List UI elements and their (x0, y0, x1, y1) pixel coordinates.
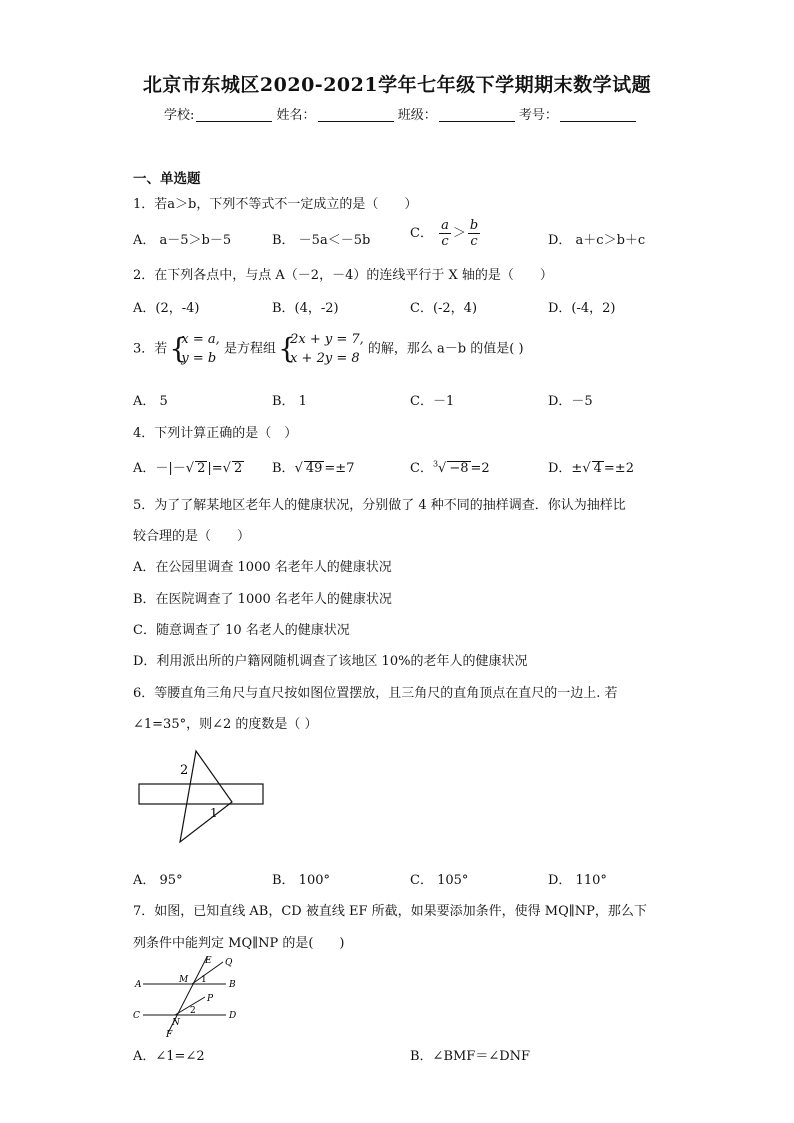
label-B: B (229, 980, 236, 990)
q3-middle: 是方程组 (223, 341, 276, 357)
class-label: 班级： (397, 108, 437, 123)
exam-no-blank[interactable] (560, 107, 636, 122)
q3-option-b[interactable]: B． 1 (272, 394, 307, 409)
section-title: 一、单选题 (133, 171, 201, 187)
q1-stem: 1．若a＞b，下列不等式不一定成立的是（ ） (133, 197, 418, 212)
q5-stem-line-1: 5．为了了解某地区老年人的健康状况，分别做了 4 种不同的抽样调查．你认为抽样比 (133, 498, 626, 513)
name-label: 姓名： (276, 108, 316, 123)
angle-1-label: 1 (210, 806, 218, 820)
label-P: P (207, 994, 214, 1004)
q4-option-a[interactable]: A．－|－√ 2 |=√ 2 (133, 461, 243, 476)
q3-prefix: 3．若 (133, 341, 168, 357)
exam-title: 北京市东城区2020-2021学年七年级下学期期末数学试题 (142, 74, 652, 96)
q6-stem-line-2: ∠1=35°，则∠2 的度数是（ ） (133, 717, 318, 732)
q2-option-d[interactable]: D．(-4，2) (548, 301, 616, 316)
school-blank[interactable] (196, 107, 272, 122)
label-angle-2: 2 (190, 1006, 196, 1016)
label-A: A (135, 980, 142, 990)
q1-c-op: ＞ (452, 226, 466, 241)
q6-option-d[interactable]: D． 110° (548, 873, 607, 888)
label-N: N (172, 1018, 180, 1028)
q1-option-d[interactable]: D． a＋c＞b＋c (548, 233, 646, 248)
q3-option-d[interactable]: D．－5 (548, 394, 593, 409)
q6-option-b[interactable]: B． 100° (272, 873, 330, 888)
q3-option-a[interactable]: A． 5 (133, 394, 168, 409)
q3-option-c[interactable]: C．－1 (410, 394, 455, 409)
label-Q: Q (225, 958, 233, 968)
q3-system-1: { x = a, y = b (171, 330, 219, 368)
ruler-shape (139, 784, 263, 804)
school-label: 学校: (164, 108, 195, 123)
name-blank[interactable] (318, 107, 394, 122)
q1-c-frac-1: $\frac{a}{c}$ (441, 218, 449, 249)
q3-system-2: { 2x + y = 7, x + 2y = 8 (280, 330, 364, 368)
label-F: F (166, 1030, 173, 1038)
q7-option-a[interactable]: A．∠1=∠2 (133, 1049, 205, 1064)
q6-stem-line-1: 6．等腰直角三角尺与直尺按如图位置摆放，且三角尺的直角顶点在直尺的一边上. 若 (133, 686, 618, 701)
label-C: C (133, 1011, 140, 1021)
student-info-row (164, 104, 636, 123)
q4-option-b[interactable]: B．√ 49 =±7 (272, 461, 355, 476)
q3-suffix: 的解，那么 a－b 的值是( ) (367, 341, 524, 357)
q4-option-c[interactable]: C．$^3$√ −8 =2 (410, 459, 490, 476)
q6-option-a[interactable]: A． 95° (133, 873, 183, 888)
q5-option-c[interactable]: C．随意调查了 10 名老人的健康状况 (133, 623, 350, 638)
q7-stem-line-2: 列条件中能判定 MQ∥NP 的是( ) (133, 936, 345, 951)
q1-option-c[interactable] (410, 218, 482, 249)
label-E: E (205, 956, 212, 966)
q2-stem: 2．在下列各点中，与点 A（－2，－4）的连线平行于 X 轴的是（ ） (133, 268, 553, 283)
q5-option-a[interactable]: A．在公园里调查 1000 名老年人的健康状况 (133, 560, 392, 575)
q7-option-b[interactable]: B．∠BMF＝∠DNF (410, 1049, 531, 1064)
q1-option-b[interactable]: B． －5a＜－5b (272, 233, 371, 248)
q2-option-c[interactable]: C．(-2，4) (410, 301, 478, 316)
label-M: M (179, 975, 189, 985)
q7-parallel-lines-figure (130, 953, 245, 1038)
q7-stem-line-1: 7．如图，已知直线 AB，CD 被直线 EF 所截，如果要添加条件，使得 MQ∥NP，那么下 (133, 904, 647, 919)
q4-option-d[interactable]: D．±√ 4 =±2 (548, 461, 634, 476)
angle-2-label: 2 (180, 763, 189, 778)
q5-stem-line-2: 较合理的是（ ） (133, 529, 251, 544)
q6-ruler-triangle-figure (130, 745, 275, 850)
q2-option-a[interactable]: A．(2，-4) (133, 301, 200, 316)
q5-option-b[interactable]: B．在医院调查了 1000 名老年人的健康状况 (133, 592, 392, 607)
q1-c-prefix: C． (410, 226, 433, 241)
q1-option-a[interactable]: A． a－5＞b－5 (133, 233, 232, 248)
q4-stem: 4．下列计算正确的是（ ） (133, 426, 298, 441)
q6-option-c[interactable]: C． 105° (410, 873, 469, 888)
q5-option-d[interactable]: D．利用派出所的户籍网随机调查了该地区 10%的老年人的健康状况 (133, 654, 528, 669)
label-angle-1: 1 (201, 975, 207, 985)
q3-stem (133, 330, 524, 368)
class-blank[interactable] (439, 107, 515, 122)
q2-option-b[interactable]: B．(4，-2) (272, 301, 339, 316)
label-D: D (229, 1011, 237, 1021)
exam-no-label: 考号： (518, 108, 558, 123)
q1-c-frac-2: $\frac{b}{c}$ (469, 218, 479, 249)
